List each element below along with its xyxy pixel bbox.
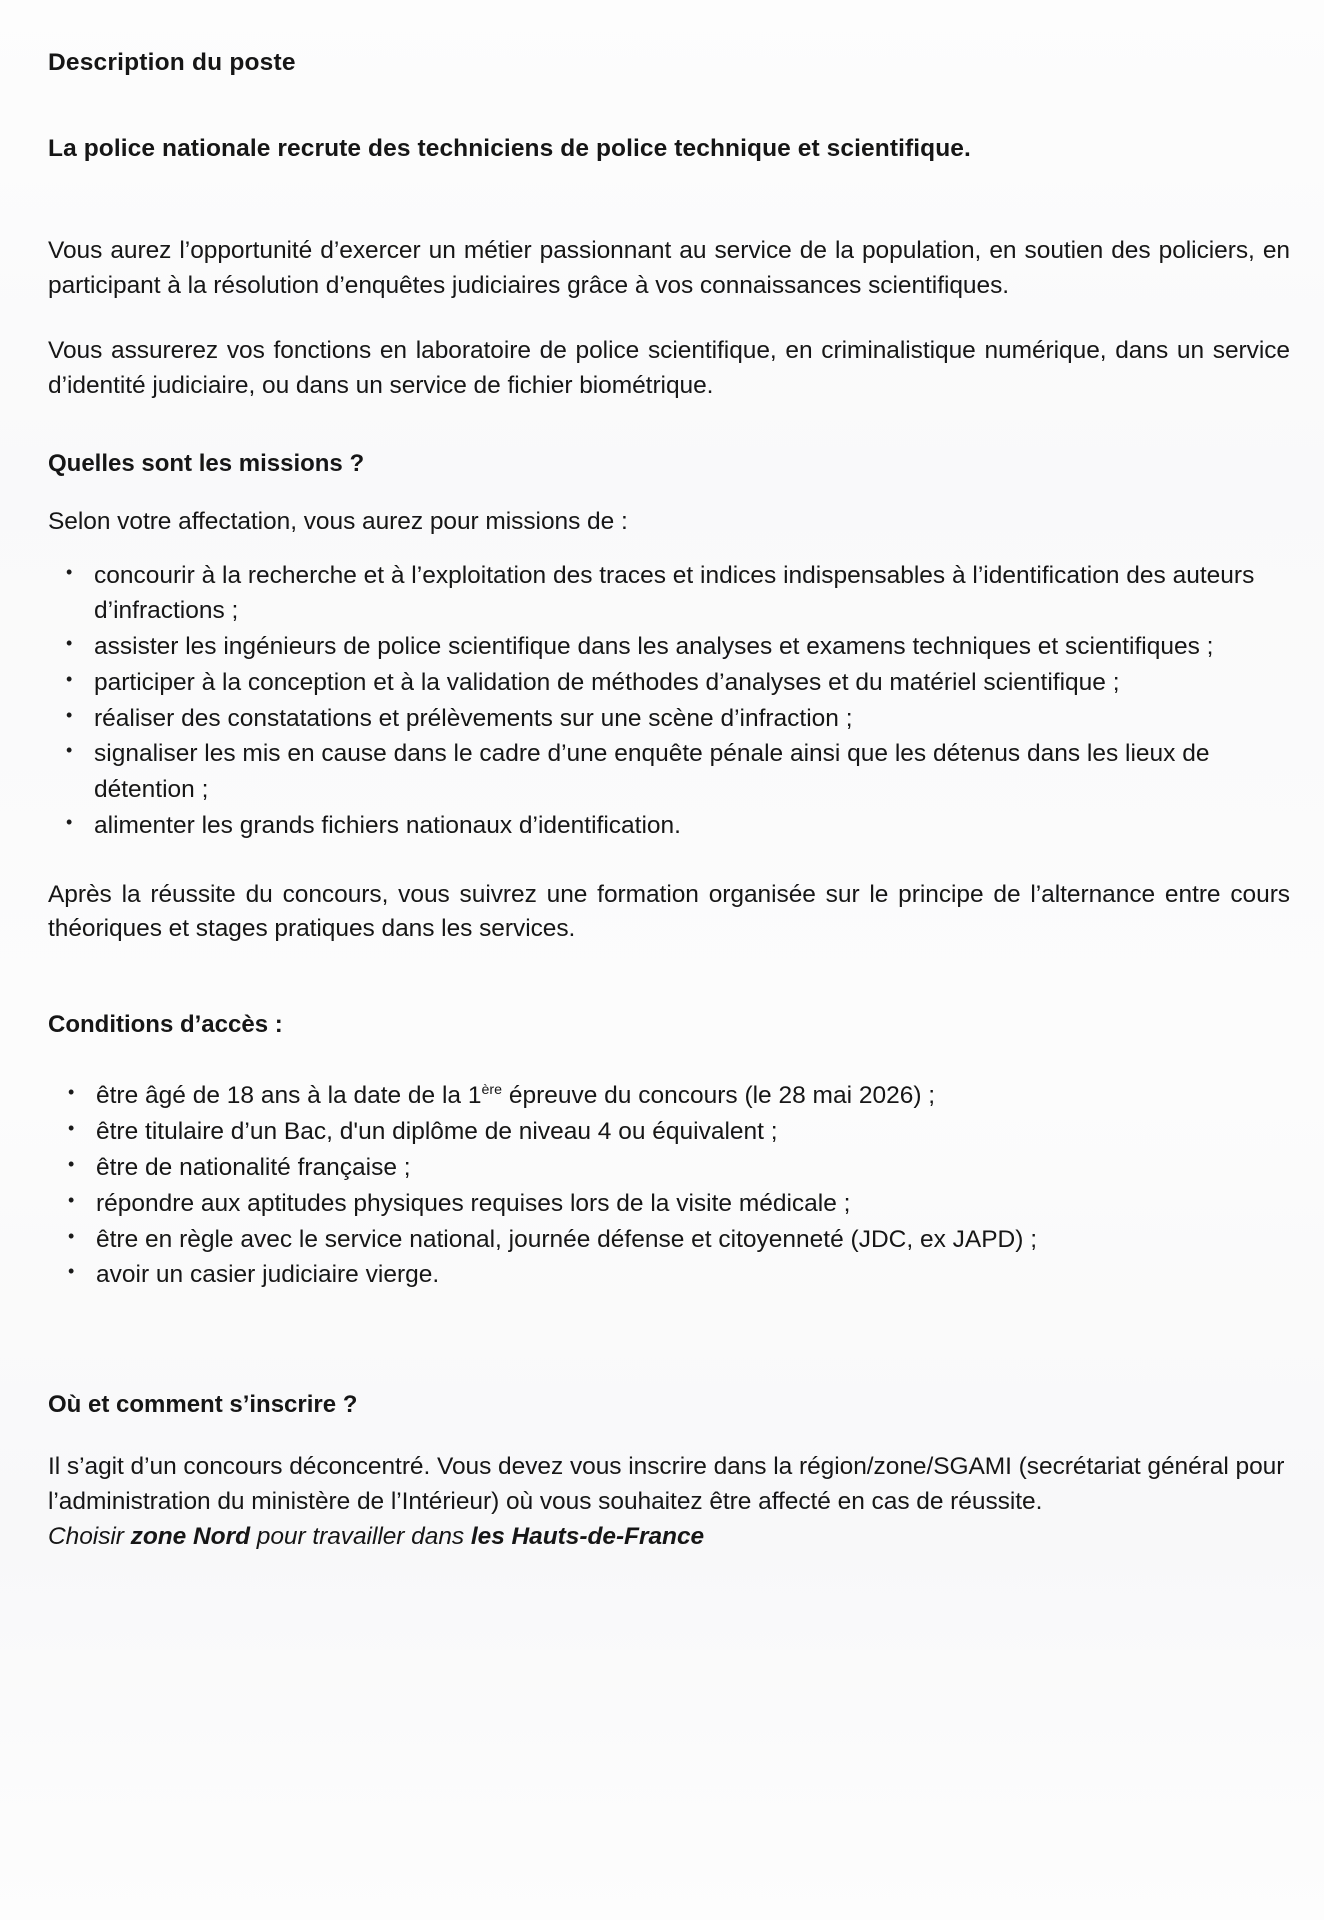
list-item: • être titulaire d’un Bac, d'un diplôme de niveau 4 ou équivalent ;	[48, 1114, 1290, 1150]
spacer	[48, 947, 1290, 1009]
list-item-age	[48, 1078, 1290, 1114]
conditions-list	[48, 1078, 1290, 1293]
list-item: • signaliser les mis en cause dans le cadre d’une enquête pénale ainsi que les détenus dans les lieux de détention ;	[48, 736, 1290, 808]
note-emphasis-zone: zone Nord	[130, 1522, 250, 1550]
page-title: Description du poste	[48, 49, 296, 76]
list-item: • être de nationalité française ;	[48, 1150, 1290, 1186]
list-item: • être en règle avec le service national, journée défense et citoyenneté (JDC, ex JAPD) ;	[48, 1222, 1290, 1258]
age-text-suffix: épreuve du concours (le 28 mai 2026) ;	[502, 1082, 936, 1110]
inscription-note	[48, 1520, 1290, 1555]
inscription-heading: Où et comment s’inscrire ?	[48, 1391, 358, 1419]
lead-statement: La police nationale recrute des techniciens de police technique et scientifique.	[48, 134, 971, 162]
intro-paragraph-1: Vous aurez l’opportunité d’exercer un métier passionnant au service de la population, en soutien des policiers, en participant à la résolution d’enquêtes judiciaires grâce à vos connaissances scientifiques.	[48, 237, 1290, 300]
document-content	[48, 48, 1290, 1555]
list-item: • concourir à la recherche et à l’exploitation des traces et indices indispensables à l’identification des auteurs d’infractions ;	[48, 558, 1290, 630]
spacer	[48, 1293, 1290, 1389]
note-text-2: pour travailler dans	[249, 1522, 471, 1550]
note-text-1: Choisir	[48, 1522, 131, 1550]
spacer	[48, 304, 1290, 334]
note-emphasis-region: les Hauts-de-France	[470, 1522, 705, 1550]
spacer	[48, 540, 1290, 558]
spacer	[48, 79, 1290, 133]
conditions-heading: Conditions d’accès :	[48, 1011, 283, 1039]
missions-intro: Selon votre affectation, vous aurez pour missions de :	[48, 507, 628, 535]
spacer	[48, 844, 1290, 878]
list-item: • répondre aux aptitudes physiques requises lors de la visite médicale ;	[48, 1186, 1290, 1222]
post-success-paragraph: Après la réussite du concours, vous suivrez une formation organisée sur le principe de l’alternance entre cours théoriques et stages pratiques dans les services.	[48, 880, 1290, 943]
spacer	[48, 404, 1290, 448]
missions-heading: Quelles sont les missions ?	[48, 449, 365, 477]
intro-paragraph-2: Vous assurerez vos fonctions en laboratoire de police scientifique, en criminalistique numérique, dans un service d’identité judiciaire, ou dans un service de fichier biométrique.	[48, 337, 1290, 399]
list-item: • participer à la conception et à la validation de méthodes d’analyses et du matériel scientifique ;	[48, 665, 1290, 701]
ordinal-suffix: ère	[481, 1082, 503, 1099]
inscription-paragraph: Il s’agit d’un concours déconcentré. Vous devez vous inscrire dans la région/zone/SGAMI (secrétariat général pour l’administration du ministère de l’Intérieur) où vous souhaitez être affecté en cas de réussite.	[48, 1453, 1285, 1515]
list-item: • assister les ingénieurs de police scientifique dans les analyses et examens techniques et scientifiques ;	[48, 629, 1290, 665]
spacer	[48, 1040, 1290, 1078]
list-item: • réaliser des constatations et prélèvements sur une scène d’infraction ;	[48, 701, 1290, 737]
spacer	[48, 479, 1290, 505]
spacer	[48, 1420, 1290, 1450]
age-text-prefix: être âgé de 18 ans à la date de la 1	[96, 1082, 482, 1110]
spacer	[48, 164, 1290, 234]
list-item: • alimenter les grands fichiers nationaux d’identification.	[48, 808, 1290, 844]
missions-list	[48, 558, 1290, 844]
list-item: • avoir un casier judiciaire vierge.	[48, 1257, 1290, 1293]
